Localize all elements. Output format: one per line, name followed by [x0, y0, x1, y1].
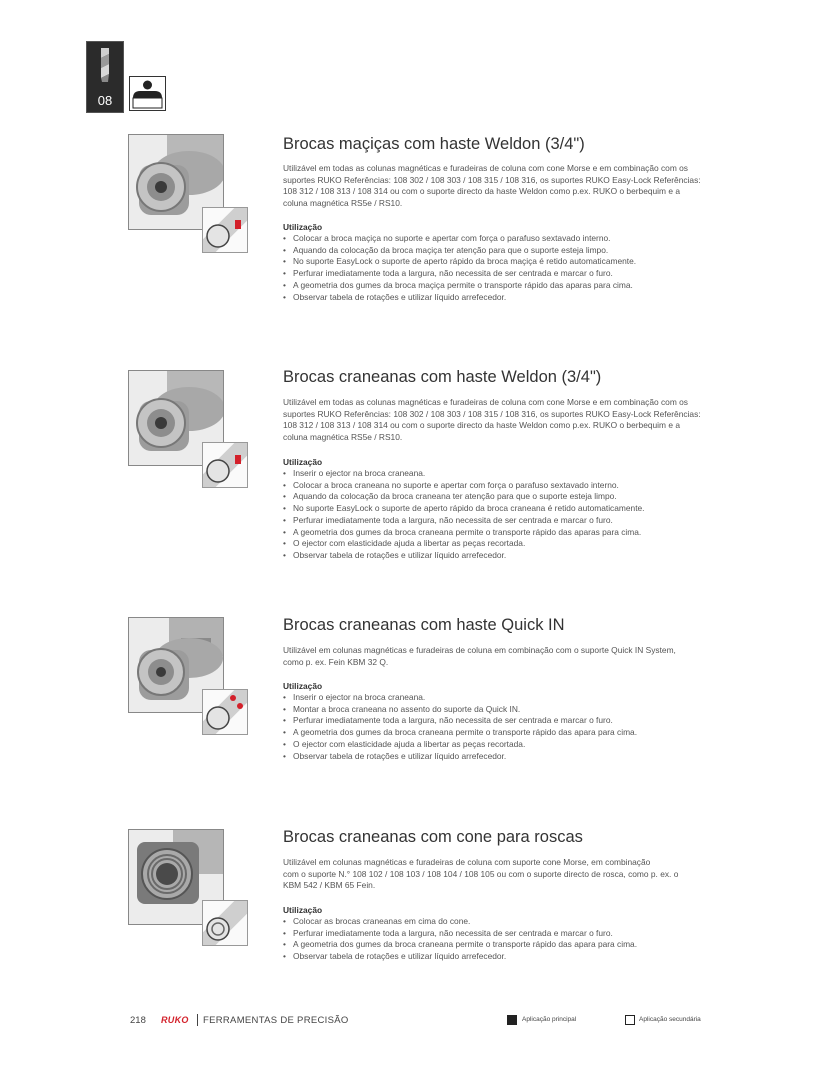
list-item: • A geometria dos gumes da broca craneana permite o transporte rápido das aparas para cima.: [283, 527, 645, 539]
section-title: Brocas maçiças com haste Weldon (3/4"): [283, 135, 585, 153]
list-item: • No suporte EasyLock o suporte de aperto rápido da broca craneana é retido automaticamente.: [283, 503, 645, 515]
divider: [197, 1014, 198, 1026]
footer-title: FERRAMENTAS DE PRECISÃO: [203, 1015, 349, 1026]
list-item: • Perfurar imediatamente toda a largura, não necessita de ser centrada e marcar o furo.: [283, 928, 637, 940]
usage-heading: Utilização: [283, 681, 323, 691]
brand-logo: RUKO: [161, 1015, 189, 1025]
secondary-application-icon: [625, 1015, 635, 1025]
page-number: 218: [130, 1015, 146, 1026]
list-item: • Observar tabela de rotações e utilizar líquido arrefecedor.: [283, 951, 637, 963]
usage-list: [283, 468, 645, 562]
usage-heading: Utilização: [283, 457, 323, 467]
list-item: • O ejector com elasticidade ajuda a libertar as peças recortada.: [283, 538, 645, 550]
legend-secondary-label: Aplicação secundária: [639, 1016, 701, 1023]
drill-bit-icon: [95, 46, 115, 84]
list-item: • Inserir o ejector na broca craneana.: [283, 692, 637, 704]
chapter-number: 08: [97, 93, 113, 108]
usage-heading: Utilização: [283, 905, 323, 915]
list-item: • Montar a broca craneana no assento do suporte da Quick IN.: [283, 704, 637, 716]
usage-list: [283, 692, 637, 762]
operator-icon: [129, 76, 166, 111]
primary-application-icon: [507, 1015, 517, 1025]
list-item: • A geometria dos gumes da broca maçiça permite o transporte rápido das aparas para cima.: [283, 280, 636, 292]
list-item: • Perfurar imediatamente toda a largura, não necessita de ser centrada e marcar o furo.: [283, 715, 637, 727]
list-item: • Observar tabela de rotações e utilizar líquido arrefecedor.: [283, 292, 636, 304]
application-icon: [202, 689, 248, 735]
section-description: Utilizável em todas as colunas magnéticas e furadeiras de coluna com cone Morse e em combinação com os suportes RUKO Referências: 108 302 / 108 303 / 108 315 / 108 316, os suportes RUKO Easy-Lock Referências: 108 312 / 108 313 / 108 314 ou com o suporte directo da haste Weldon como p.ex. RUKO o berbequim e a coluna magnética RS5e / RS10.: [283, 163, 701, 208]
list-item: • A geometria dos gumes da broca craneana permite o transporte rápido das apara para cima.: [283, 727, 637, 739]
section-description: Utilizável em colunas magnéticas e furadeiras de coluna com suporte cone Morse, em combinação com o suporte N.° 108 102 / 108 103 / 108 104 / 108 105 ou com o suporte directo de rosca, como p. ex. o KBM 542 / KBM 65 Fein.: [283, 857, 679, 890]
list-item: • O ejector com elasticidade ajuda a libertar as peças recortada.: [283, 739, 637, 751]
application-icon: [202, 207, 248, 253]
list-item: • Colocar as brocas craneanas em cima do cone.: [283, 916, 637, 928]
list-item: • Perfurar imediatamente toda a largura, não necessita de ser centrada e marcar o furo.: [283, 268, 636, 280]
section-title: Brocas craneanas com cone para roscas: [283, 828, 583, 846]
application-icon: [202, 900, 248, 946]
section-description: Utilizável em colunas magnéticas e furadeiras de coluna em combinação com o suporte Quick IN System, como p. ex. Fein KBM 32 Q.: [283, 645, 676, 667]
legend-primary-label: Aplicação principal: [522, 1016, 577, 1023]
section-title: Brocas craneanas com haste Weldon (3/4"): [283, 368, 602, 386]
usage-list: [283, 233, 636, 303]
section-title: Brocas craneanas com haste Quick IN: [283, 616, 565, 634]
list-item: • Observar tabela de rotações e utilizar líquido arrefecedor.: [283, 550, 645, 562]
list-item: • No suporte EasyLock o suporte de aperto rápido da broca maçiça é retido automaticamente.: [283, 256, 636, 268]
usage-heading: Utilização: [283, 222, 323, 232]
chapter-tab: [86, 41, 124, 113]
list-item: • Inserir o ejector na broca craneana.: [283, 468, 645, 480]
list-item: • A geometria dos gumes da broca craneana permite o transporte rápido das apara para cima.: [283, 939, 637, 951]
list-item: • Observar tabela de rotações e utilizar líquido arrefecedor.: [283, 751, 637, 763]
list-item: • Perfurar imediatamente toda a largura, não necessita de ser centrada e marcar o furo.: [283, 515, 645, 527]
section-description: Utilizável em todas as colunas magnéticas e furadeiras de coluna com cone Morse e em combinação com os suportes RUKO Referências: 108 302 / 108 303 / 108 315 / 108 316, os suportes RUKO Easy-Lock Referências: 108 312 / 108 313 / 108 314 ou com o suporte directo da haste Weldon como p.ex. RUKO o berbequim e a coluna magnética RS5e / RS10.: [283, 397, 701, 442]
list-item: • Colocar a broca craneana no suporte e apertar com força o parafuso sextavado interno.: [283, 480, 645, 492]
list-item: • Aquando da colocação da broca maçiça ter atenção para que o suporte esteja limpo.: [283, 245, 636, 257]
page-footer: [0, 1013, 820, 1029]
list-item: • Aquando da colocação da broca craneana ter atenção para que o suporte esteja limpo.: [283, 491, 645, 503]
usage-list: [283, 916, 637, 963]
application-icon: [202, 442, 248, 488]
list-item: • Colocar a broca maçiça no suporte e apertar com força o parafuso sextavado interno.: [283, 233, 636, 245]
